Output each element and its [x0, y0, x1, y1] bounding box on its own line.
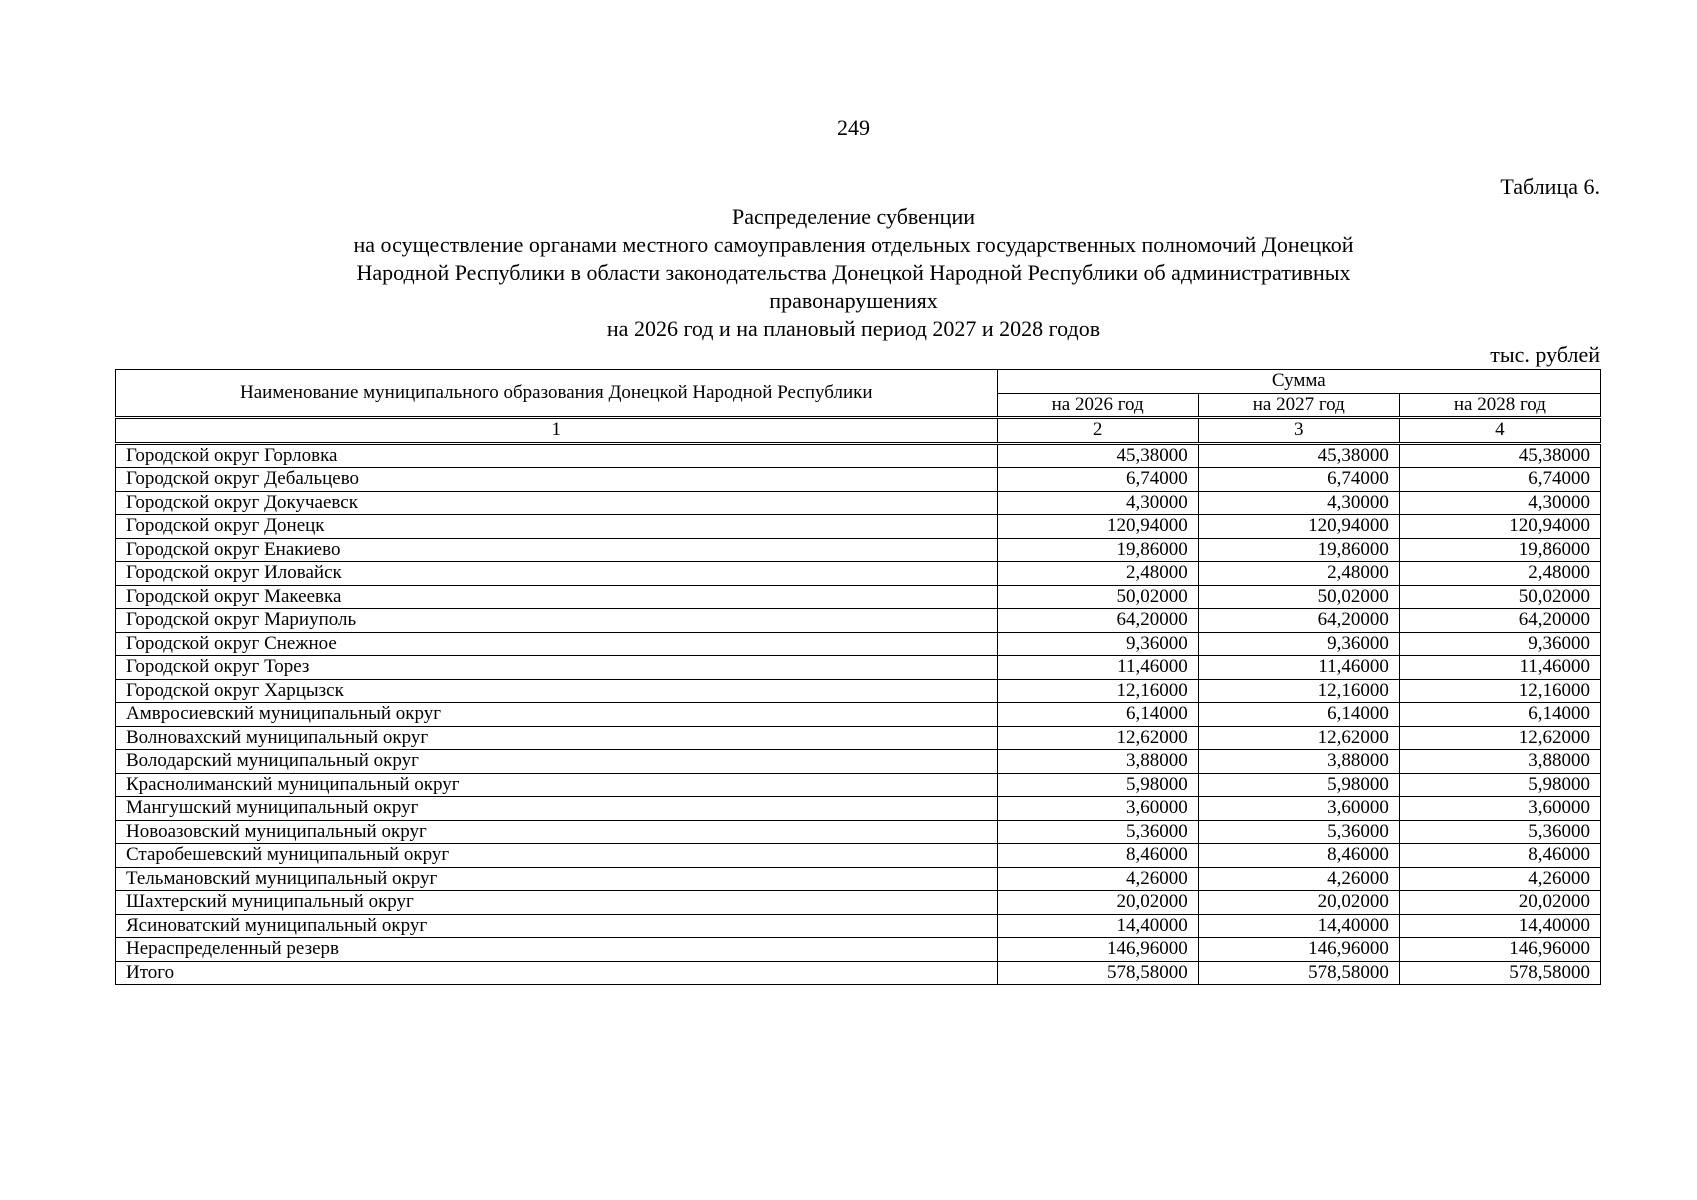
municipality-name-cell: Итого [116, 961, 998, 985]
value-2026-cell: 12,62000 [997, 726, 1198, 750]
value-2027-cell: 3,88000 [1198, 750, 1399, 774]
municipality-name-cell: Городской округ Иловайск [116, 562, 998, 586]
value-2026-cell: 45,38000 [997, 443, 1198, 468]
table-row [116, 820, 1601, 844]
municipality-name-cell: Шахтерский муниципальный округ [116, 891, 998, 915]
value-2026-cell: 146,96000 [997, 938, 1198, 962]
value-2027-cell: 5,36000 [1198, 820, 1399, 844]
value-2027-cell: 20,02000 [1198, 891, 1399, 915]
value-2026-cell: 5,98000 [997, 773, 1198, 797]
municipality-name-cell: Краснолиманский муниципальный округ [116, 773, 998, 797]
value-2028-cell: 3,60000 [1399, 797, 1600, 821]
value-2026-cell: 64,20000 [997, 609, 1198, 633]
subvention-table [115, 369, 1601, 985]
value-2027-cell: 6,74000 [1198, 468, 1399, 492]
value-2026-cell: 12,16000 [997, 679, 1198, 703]
municipality-name-cell: Городской округ Донецк [116, 515, 998, 539]
value-2026-cell: 4,30000 [997, 491, 1198, 515]
value-2027-cell: 120,94000 [1198, 515, 1399, 539]
value-2028-cell: 12,62000 [1399, 726, 1600, 750]
column-number: 1 [116, 418, 998, 444]
value-2028-cell: 50,02000 [1399, 585, 1600, 609]
document-title [260, 203, 1447, 343]
municipality-name-cell: Новоазовский муниципальный округ [116, 820, 998, 844]
table-row [116, 938, 1601, 962]
value-2026-cell: 3,60000 [997, 797, 1198, 821]
value-2026-cell: 2,48000 [997, 562, 1198, 586]
table-row [116, 609, 1601, 633]
value-2028-cell: 2,48000 [1399, 562, 1600, 586]
value-2028-cell: 20,02000 [1399, 891, 1600, 915]
value-2027-cell: 19,86000 [1198, 538, 1399, 562]
table-row [116, 585, 1601, 609]
value-2027-cell: 64,20000 [1198, 609, 1399, 633]
municipality-name-cell: Городской округ Харцызск [116, 679, 998, 703]
value-2026-cell: 11,46000 [997, 656, 1198, 680]
value-2026-cell: 9,36000 [997, 632, 1198, 656]
value-2026-cell: 50,02000 [997, 585, 1198, 609]
table-row [116, 468, 1601, 492]
table-row [116, 726, 1601, 750]
table-row [116, 632, 1601, 656]
header-municipality-name: Наименование муниципального образования Донецкой Народной Республики [116, 370, 998, 418]
municipality-name-cell: Волновахский муниципальный округ [116, 726, 998, 750]
value-2028-cell: 64,20000 [1399, 609, 1600, 633]
table-row [116, 443, 1601, 468]
value-2027-cell: 3,60000 [1198, 797, 1399, 821]
municipality-name-cell: Городской округ Горловка [116, 443, 998, 468]
municipality-name-cell: Городской округ Докучаевск [116, 491, 998, 515]
header-year-2026: на 2026 год [997, 393, 1198, 418]
header-year-2028: на 2028 год [1399, 393, 1600, 418]
municipality-name-cell: Нераспределенный резерв [116, 938, 998, 962]
value-2028-cell: 120,94000 [1399, 515, 1600, 539]
value-2026-cell: 6,74000 [997, 468, 1198, 492]
value-2026-cell: 6,14000 [997, 703, 1198, 727]
title-line: на осуществление органами местного самоуправления отдельных государственных полномочий Донецкой [353, 232, 1354, 257]
value-2027-cell: 578,58000 [1198, 961, 1399, 985]
value-2026-cell: 19,86000 [997, 538, 1198, 562]
municipality-name-cell: Ясиноватский муниципальный округ [116, 914, 998, 938]
table-row [116, 679, 1601, 703]
table-row [116, 891, 1601, 915]
value-2028-cell: 6,14000 [1399, 703, 1600, 727]
municipality-name-cell: Старобешевский муниципальный округ [116, 844, 998, 868]
value-2028-cell: 11,46000 [1399, 656, 1600, 680]
value-2026-cell: 8,46000 [997, 844, 1198, 868]
value-2027-cell: 4,26000 [1198, 867, 1399, 891]
value-2028-cell: 5,98000 [1399, 773, 1600, 797]
value-2028-cell: 19,86000 [1399, 538, 1600, 562]
municipality-name-cell: Городской округ Дебальцево [116, 468, 998, 492]
page-number: 249 [837, 115, 870, 140]
value-2027-cell: 14,40000 [1198, 914, 1399, 938]
value-2027-cell: 45,38000 [1198, 443, 1399, 468]
value-2026-cell: 4,26000 [997, 867, 1198, 891]
value-2027-cell: 50,02000 [1198, 585, 1399, 609]
value-2027-cell: 12,62000 [1198, 726, 1399, 750]
column-number: 2 [997, 418, 1198, 444]
value-2028-cell: 3,88000 [1399, 750, 1600, 774]
value-2028-cell: 12,16000 [1399, 679, 1600, 703]
value-2027-cell: 11,46000 [1198, 656, 1399, 680]
value-2026-cell: 120,94000 [997, 515, 1198, 539]
municipality-name-cell: Амвросиевский муниципальный округ [116, 703, 998, 727]
table-row [116, 562, 1601, 586]
municipality-name-cell: Городской округ Енакиево [116, 538, 998, 562]
table-row [116, 491, 1601, 515]
title-line: Народной Республики в области законодательства Донецкой Народной Республики об административных [356, 260, 1351, 285]
table-row [116, 914, 1601, 938]
value-2026-cell: 3,88000 [997, 750, 1198, 774]
value-2028-cell: 45,38000 [1399, 443, 1600, 468]
value-2028-cell: 146,96000 [1399, 938, 1600, 962]
title-line: на 2026 год и на плановый период 2027 и 2028 годов [606, 316, 1101, 341]
value-2028-cell: 5,36000 [1399, 820, 1600, 844]
table-row [116, 844, 1601, 868]
value-2027-cell: 146,96000 [1198, 938, 1399, 962]
table-row [116, 773, 1601, 797]
table-row [116, 515, 1601, 539]
table-row [116, 750, 1601, 774]
value-2026-cell: 20,02000 [997, 891, 1198, 915]
header-sum: Сумма [997, 370, 1600, 394]
value-2027-cell: 9,36000 [1198, 632, 1399, 656]
value-2028-cell: 9,36000 [1399, 632, 1600, 656]
value-2027-cell: 6,14000 [1198, 703, 1399, 727]
value-2028-cell: 14,40000 [1399, 914, 1600, 938]
municipality-name-cell: Володарский муниципальный округ [116, 750, 998, 774]
municipality-name-cell: Городской округ Макеевка [116, 585, 998, 609]
column-numbers-row [116, 418, 1601, 444]
table-row [116, 538, 1601, 562]
value-2026-cell: 5,36000 [997, 820, 1198, 844]
value-2027-cell: 5,98000 [1198, 773, 1399, 797]
value-2028-cell: 578,58000 [1399, 961, 1600, 985]
value-2027-cell: 12,16000 [1198, 679, 1399, 703]
table-row [116, 656, 1601, 680]
units-label: тыс. рублей [1490, 342, 1600, 367]
table-row [116, 703, 1601, 727]
table-row [116, 797, 1601, 821]
total-row [116, 961, 1601, 985]
value-2028-cell: 4,26000 [1399, 867, 1600, 891]
title-line: правонарушениях [769, 288, 938, 313]
title-line: Распределение субвенции [731, 204, 976, 229]
municipality-name-cell: Городской округ Торез [116, 656, 998, 680]
municipality-name-cell: Мангушский муниципальный округ [116, 797, 998, 821]
municipality-name-cell: Городской округ Мариуполь [116, 609, 998, 633]
table-label: Таблица 6. [1500, 174, 1600, 199]
value-2027-cell: 2,48000 [1198, 562, 1399, 586]
column-number: 4 [1399, 418, 1600, 444]
value-2028-cell: 6,74000 [1399, 468, 1600, 492]
value-2028-cell: 8,46000 [1399, 844, 1600, 868]
table-row [116, 867, 1601, 891]
value-2027-cell: 8,46000 [1198, 844, 1399, 868]
value-2027-cell: 4,30000 [1198, 491, 1399, 515]
column-number: 3 [1198, 418, 1399, 444]
value-2026-cell: 578,58000 [997, 961, 1198, 985]
municipality-name-cell: Тельмановский муниципальный округ [116, 867, 998, 891]
header-year-2027: на 2027 год [1198, 393, 1399, 418]
value-2028-cell: 4,30000 [1399, 491, 1600, 515]
municipality-name-cell: Городской округ Снежное [116, 632, 998, 656]
value-2026-cell: 14,40000 [997, 914, 1198, 938]
